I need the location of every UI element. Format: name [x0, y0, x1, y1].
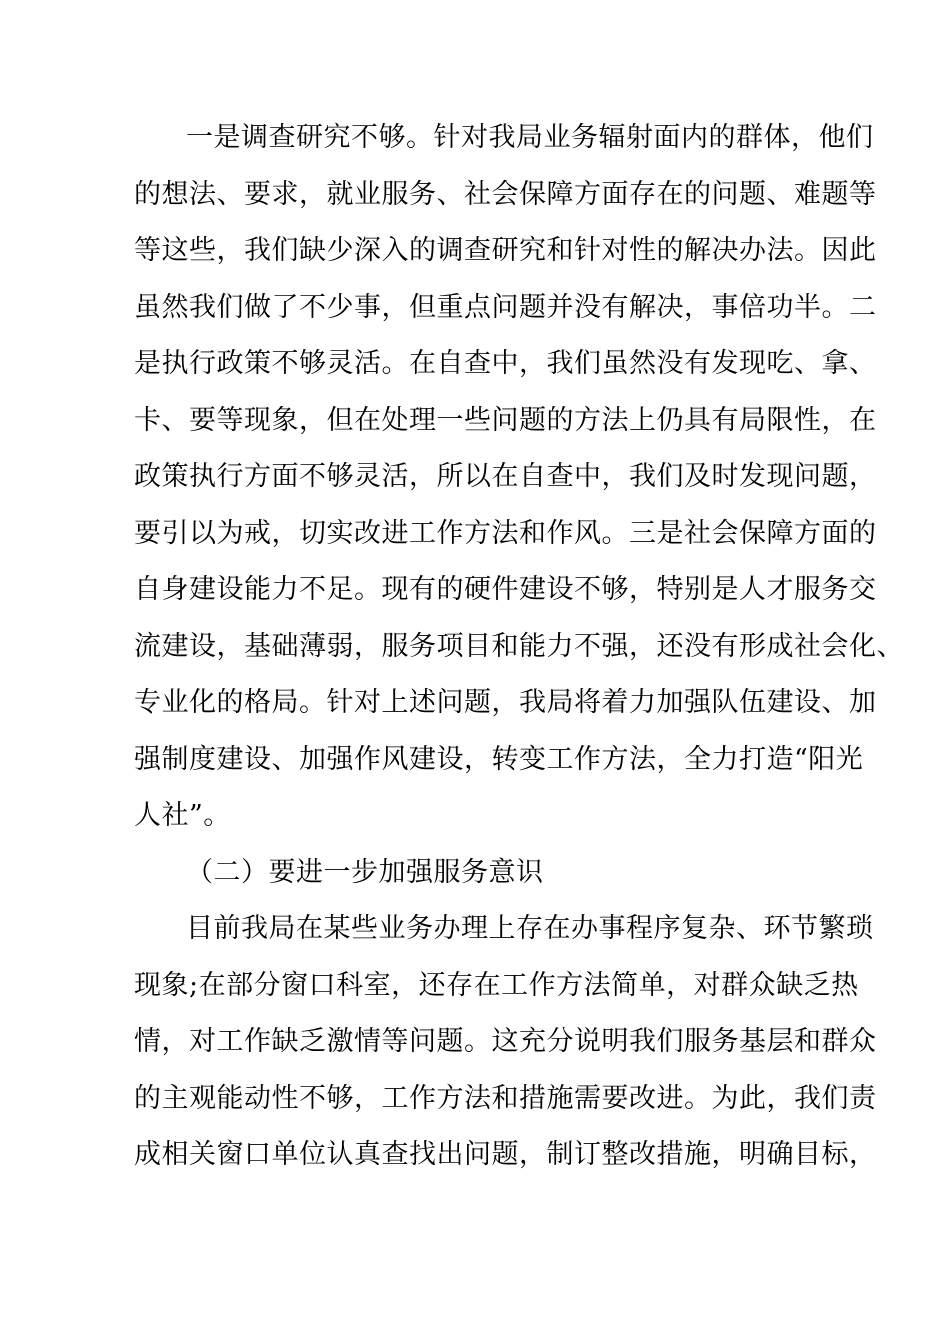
- paragraph-1-line-8: 要引以为戒，切实改进工作方法和作风。三是社会保障方面的: [134, 518, 877, 549]
- paragraph-1-line-6: 卡、要等现象，但在处理一些问题的方法上仍具有局限性，在: [134, 405, 877, 436]
- paragraph-1-line-12: 强制度建设、加强作风建设，转变工作方法，全力打造“阳光: [134, 744, 864, 775]
- paragraph-1-line-11: 专业化的格局。针对上述问题，我局将着力加强队伍建设、加: [134, 687, 877, 718]
- paragraph-1-line-9: 自身建设能力不足。现有的硬件建设不够，特别是人才服务交: [134, 574, 877, 605]
- paragraph-2-line-1: 目前我局在某些业务办理上存在办事程序复杂、环节繁琐: [186, 913, 874, 944]
- paragraph-2-line-2: 现象;在部分窗口科室，还存在工作方法简单，对群众缺乏热: [134, 970, 859, 1001]
- paragraph-2-line-3: 情，对工作缺乏激情等问题。这充分说明我们服务基层和群众: [134, 1026, 877, 1057]
- paragraph-2-line-4: 的主观能动性不够，工作方法和措施需要改进。为此，我们责: [134, 1083, 877, 1114]
- paragraph-1-line-7: 政策执行方面不够灵活，所以在自查中，我们及时发现问题，: [134, 461, 877, 492]
- section-heading: （二）要进一步加强服务意识: [186, 857, 544, 888]
- paragraph-1-line-4: 虽然我们做了不少事，但重点问题并没有解决，事倍功半。二: [134, 292, 877, 323]
- paragraph-1-line-10: 流建设，基础薄弱，服务项目和能力不强，还没有形成社会化、: [134, 631, 904, 662]
- paragraph-2-line-5: 成相关窗口单位认真查找出问题，制订整改措施，明确目标，: [134, 1139, 877, 1170]
- paragraph-1-line-13: 人社”。: [134, 800, 231, 831]
- paragraph-1-line-1: 一是调查研究不够。针对我局业务辐射面内的群体，他们: [186, 122, 874, 153]
- paragraph-1-line-3: 等这些，我们缺少深入的调查研究和针对性的解决办法。因此: [134, 235, 877, 266]
- paragraph-1-line-2: 的想法、要求，就业服务、社会保障方面存在的问题、难题等: [134, 179, 877, 210]
- paragraph-1-line-5: 是执行政策不够灵活。在自查中，我们虽然没有发现吃、拿、: [134, 348, 877, 379]
